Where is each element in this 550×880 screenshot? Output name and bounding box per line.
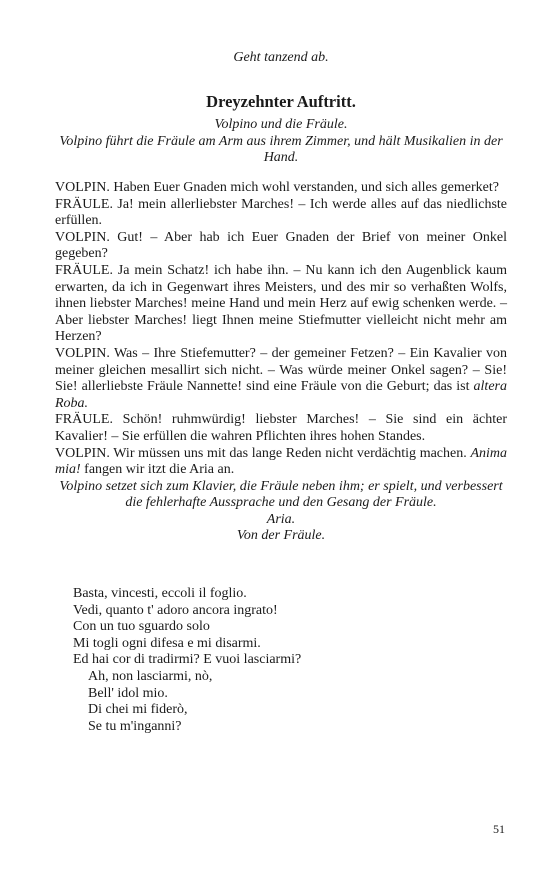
aria-label: Aria. bbox=[266, 511, 296, 527]
verse-line: Se tu m'inganni? bbox=[88, 718, 182, 734]
dialogue-italic-phrase: Anima mia! bbox=[55, 445, 507, 478]
characters-line: Volpino und die Fräule. bbox=[214, 117, 348, 132]
verse-line: Basta, vincesti, eccoli il foglio. bbox=[73, 586, 247, 601]
stage-direction-entrance: Volpino führt die Fräule am Arm aus ihrem Zimmer, und hält Musikalien in der Hand. bbox=[59, 133, 503, 166]
aria-verse bbox=[73, 586, 493, 735]
stage-direction-exit: Geht tanzend ab. bbox=[233, 50, 329, 65]
dialogue-text: VOLPIN. Wir müssen uns mit das lange Reden nicht verdächtig machen. bbox=[55, 445, 467, 461]
dialogue-line bbox=[55, 446, 507, 479]
dialogue-line: FRÄULE. Schön! ruhmwürdig! liebster Marches! – Sie sind ein ächter Kavalier! – Sie erfüllen die wahren Pflichten ihres hohen Standes. bbox=[55, 412, 507, 444]
verse-line: Vedi, quanto t' adoro ancora ingrato! bbox=[73, 602, 278, 618]
page-number: 51 bbox=[493, 822, 505, 836]
verse-line: Bell' idol mio. bbox=[88, 685, 168, 701]
verse-line: Con un tuo sguardo solo bbox=[73, 619, 210, 635]
verse-line: Di chei mi fiderò, bbox=[88, 702, 188, 718]
dialogue-text: VOLPIN. Was – Ihre Stiefemutter? – der gemeiner Fetzen? – Ein Kavalier von meiner gleichen mesallirt sich nicht. – Was würde meiner Onkel sagen? – Sie! Sie! allerliebste Fräule Nannette! sind eine Fräule von die Geburt; das ist bbox=[55, 345, 507, 395]
stage-direction-klavier: Volpino setzet sich zum Klavier, die Fräule neben ihm; er spielt, und verbessert die fehlerhafte Aussprache und den Gesang der Fräule. bbox=[59, 478, 503, 511]
scene-heading: Dreyzehnter Auftritt. bbox=[206, 92, 356, 111]
scene-intro bbox=[55, 117, 507, 167]
dialogue-italic-phrase: altera Roba. bbox=[55, 379, 507, 411]
dialogue-line: FRÄULE. Ja mein Schatz! ich habe ihn. – Nu kann ich den Augenblick kaum erwarten, da ich in Gegenwart ihres Meisters, und des mir so verhaßten Wolfs, ihnen liebster Marches! meine Hand und mein Herz auf ewig schenken werde. – Aber liebster Marches! liegt Ihnen meine Stiefmutter vielleicht nicht mehr am Herzen? bbox=[55, 262, 507, 345]
dialogue-block bbox=[55, 180, 507, 545]
aria-singer: Von der Fräule. bbox=[236, 528, 326, 544]
dialogue-text: fangen wir itzt die Aria an. bbox=[80, 462, 235, 478]
verse-line: Ah, non lasciarmi, nò, bbox=[88, 668, 213, 684]
verse-line: Mi togli ogni difesa e mi disarmi. bbox=[73, 635, 261, 651]
dialogue-line: VOLPIN. Haben Euer Gnaden mich wohl verstanden, und sich alles gemerket? bbox=[55, 180, 499, 195]
dialogue-line: VOLPIN. Gut! – Aber hab ich Euer Gnaden der Brief von meiner Onkel gegeben? bbox=[55, 229, 507, 262]
dialogue-line bbox=[55, 346, 507, 412]
dialogue-line: FRÄULE. Ja! mein allerliebster Marches! – Ich werde alles auf das niedlichste erfüllen. bbox=[55, 196, 507, 229]
verse-line: Ed hai cor di tradirmi? E vuoi lasciarmi? bbox=[73, 652, 302, 668]
